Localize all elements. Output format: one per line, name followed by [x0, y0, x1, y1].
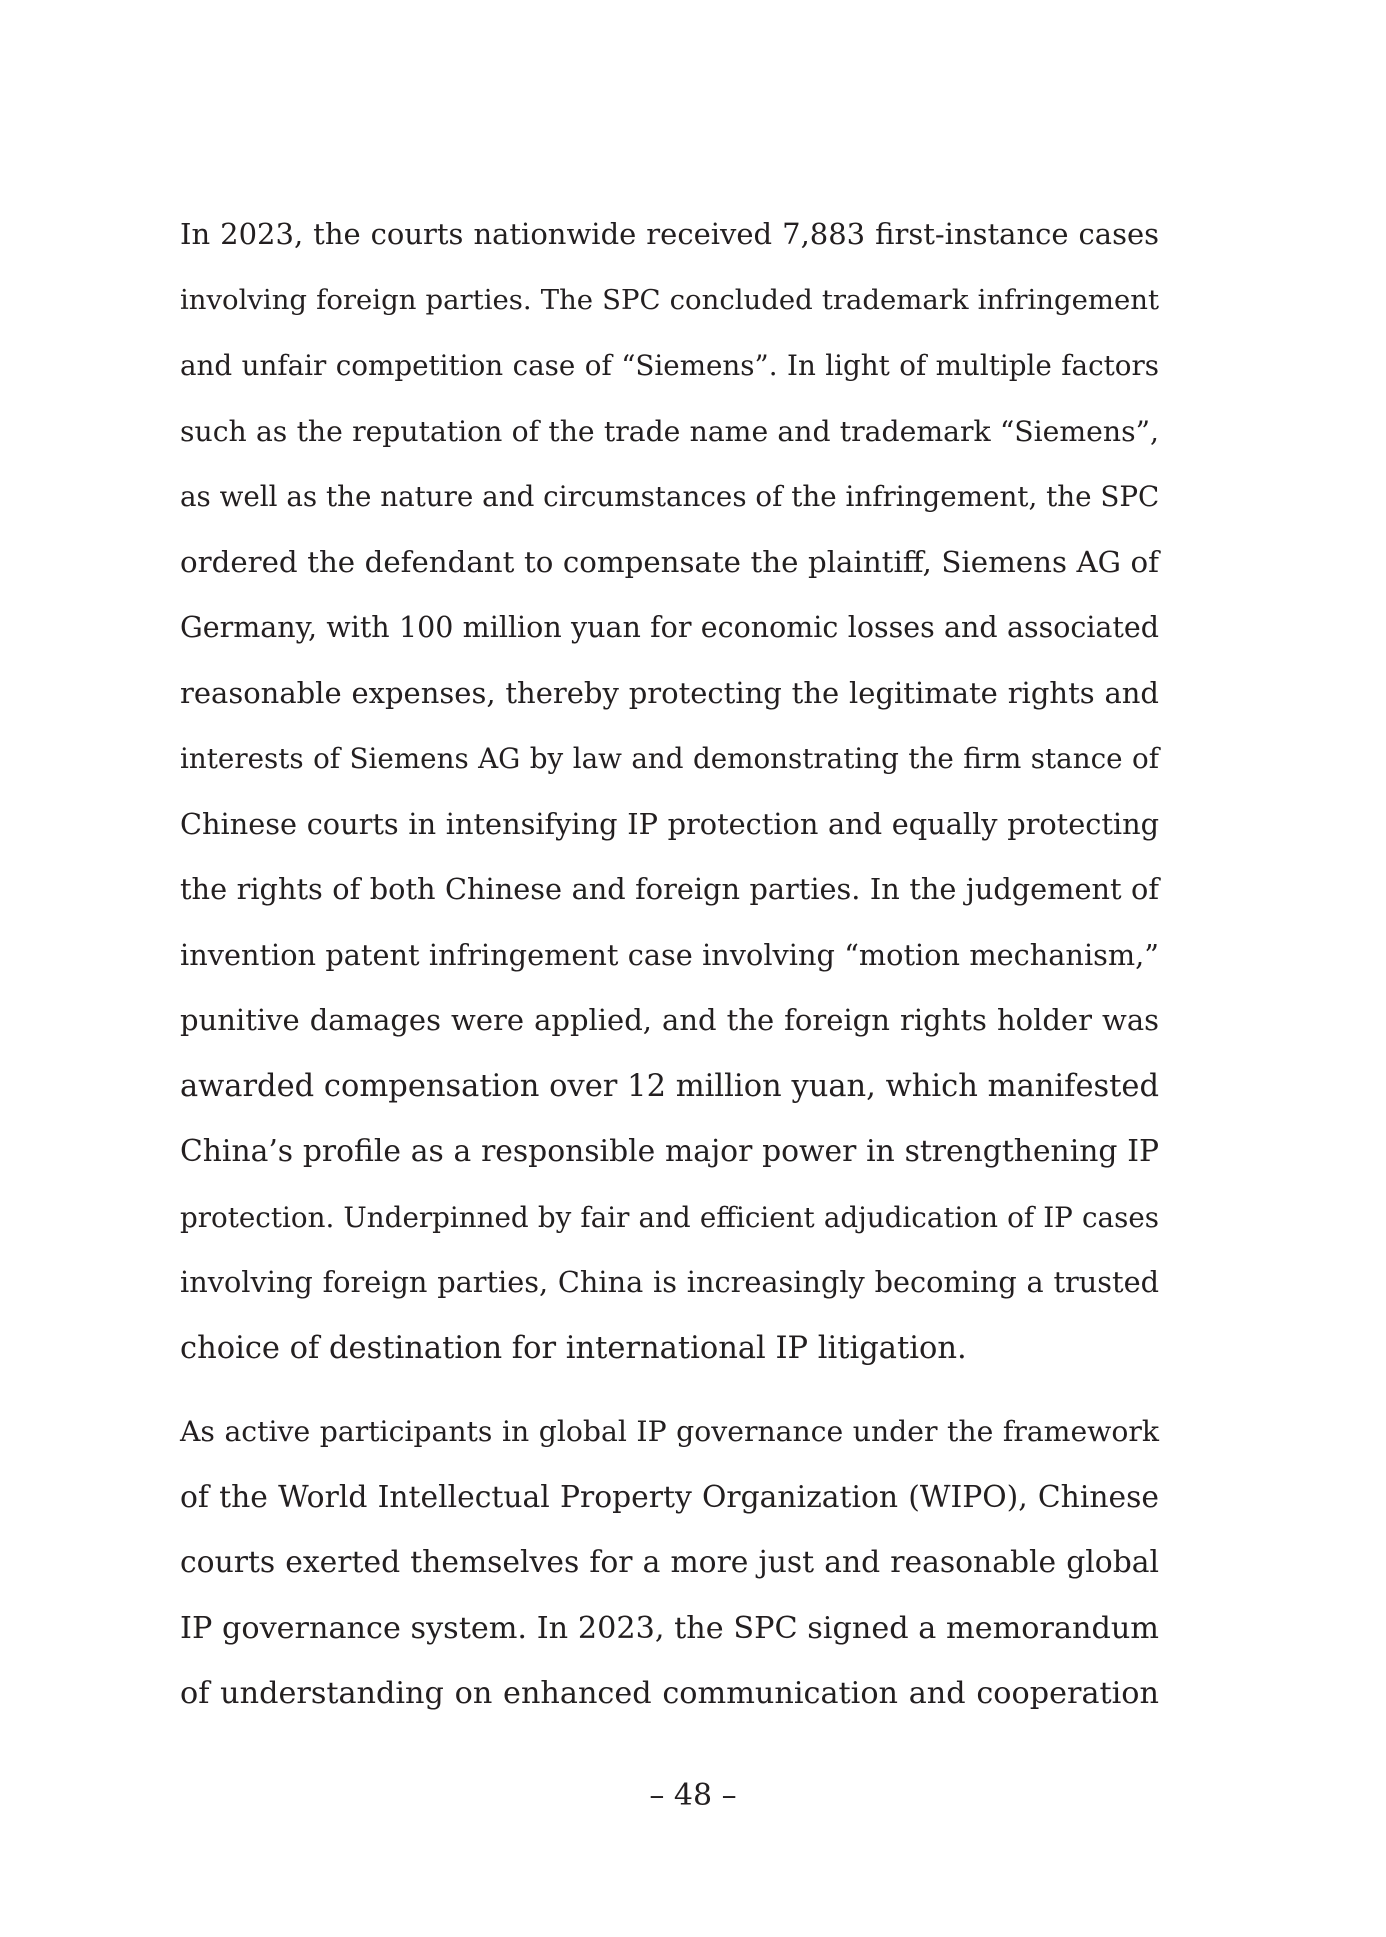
text-line: as well as the nature and circumstances of the infringement, the SPC [180, 480, 1160, 513]
text-line: Germany, with 100 million yuan for economic losses and associated [180, 611, 1159, 644]
text-line: courts exerted themselves for a more just and reasonable global [180, 1545, 1159, 1580]
text-line: of the World Intellectual Property Organization (WIPO), Chinese [180, 1479, 1159, 1515]
text-line: awarded compensation over 12 million yuan, which manifested [180, 1068, 1159, 1104]
text-line: punitive damages were applied, and the foreign rights holder was [180, 1003, 1159, 1037]
text-line: involving foreign parties. The SPC concluded trademark infringement [180, 283, 1159, 316]
text-line: invention patent infringement case involving “motion mechanism,” [180, 937, 1159, 972]
text-line: reasonable expenses, thereby protecting the legitimate rights and [180, 675, 1159, 710]
text-line: Chinese courts in intensifying IP protection and equally protecting [180, 806, 1159, 841]
text-line: involving foreign parties, China is increasingly becoming a trusted [180, 1265, 1159, 1299]
text-line: As active participants in global IP governance under the framework [180, 1415, 1159, 1448]
paragraph-wipo-governance [180, 1399, 1159, 1727]
page-number: – 48 – [649, 1778, 737, 1813]
text-line: choice of destination for international IP litigation. [180, 1330, 967, 1366]
text-line: ordered the defendant to compensate the plaintiff, Siemens AG of [180, 544, 1159, 579]
text-line: IP governance system. In 2023, the SPC signed a memorandum [180, 1610, 1159, 1646]
text-line: China’s profile as a responsible major power in strengthening IP [180, 1134, 1159, 1169]
text-line: such as the reputation of the trade name and trademark “Siemens”, [180, 414, 1159, 448]
text-line: protection. Underpinned by fair and efficient adjudication of IP cases [180, 1200, 1159, 1234]
text-line: of understanding on enhanced communication and cooperation [180, 1676, 1159, 1711]
text-line: and unfair competition case of “Siemens”. In light of multiple factors [180, 349, 1159, 382]
paragraph-foreign-cases [180, 202, 1159, 1381]
text-line: interests of Siemens AG by law and demonstrating the firm stance of [180, 742, 1159, 775]
text-line: the rights of both Chinese and foreign parties. In the judgement of [180, 872, 1159, 906]
text-line: In 2023, the courts nationwide received 7,883 first-instance cases [180, 217, 1159, 251]
